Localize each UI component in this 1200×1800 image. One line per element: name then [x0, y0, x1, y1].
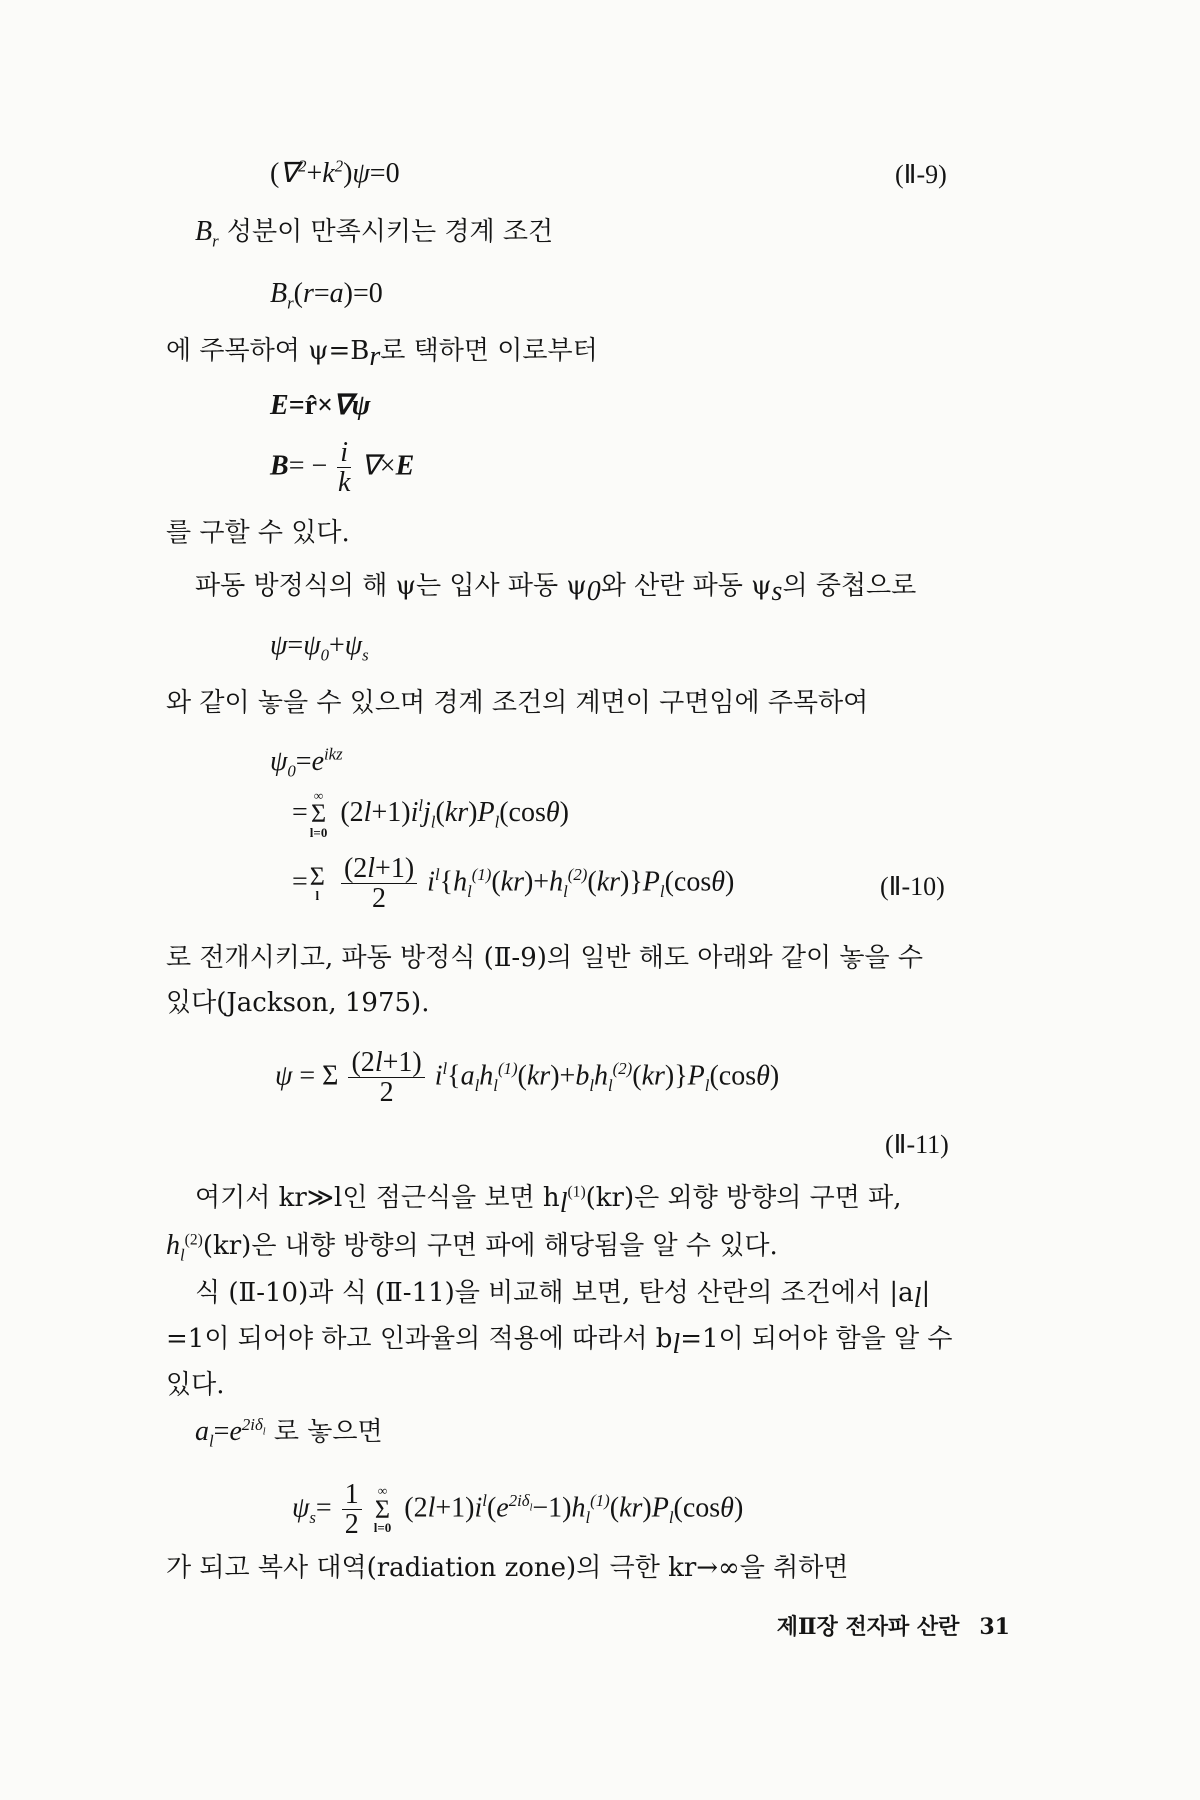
equation-number-9: (Ⅱ-9) [895, 160, 947, 189]
wave-sol-text-c: 의 중첩으로 [782, 571, 917, 601]
paragraph-asymptotic-2: $h_l^{(2)}(kr)$은 내향 방향의 구면 파에 해당됨을 알 수 있다. [166, 1230, 778, 1265]
wave-sol-text-b: 와 산란 파동 ψ [600, 571, 772, 601]
compare-text-1-end: | [921, 1278, 931, 1308]
compare-text-2-end: =1이 되어야 함을 알 수 [680, 1324, 953, 1354]
paragraph-compare-2: =1이 되어야 하고 인과율의 적용에 따라서 $b_l=1$이 되어야 함을 알 수 [166, 1324, 953, 1361]
equation-number-11: (Ⅱ-11) [885, 1130, 949, 1159]
br-condition-text: 성분이 만족시키는 경계 조건 [226, 217, 554, 247]
paragraph-choose-psi: 에 주목하여 $\psi=B_r$로 택하면 이로부터 [166, 336, 598, 373]
equation-partial-wave-sum: = ∞ Σ l=0 $(2l+1)i^lj_l(kr)P_l(\cos\theta)$ [292, 788, 569, 841]
paragraph-expand-line2: 있다(Jackson, 1975). [166, 988, 430, 1018]
paragraph-put-as: 와 같이 놓을 수 있으며 경계 조건의 계면이 구면임에 주목하여 [166, 688, 869, 718]
asym-text-c: (kr)은 내향 방향의 구면 파에 해당됨을 알 수 있다. [202, 1231, 778, 1261]
fraction-general-2l-plus-1-over-2: $\frac{(2l+1)}{2}$ [348, 1048, 424, 1108]
paragraph-compare-1: 식 (Ⅱ-10)과 식 (Ⅱ-11)을 비교해 보면, 탄성 산란의 조건에서 $|a_l|$ [195, 1278, 931, 1315]
paragraph-asymptotic-1: 여기서 kr≫l인 점근식을 보면 $h_l^{(1)}(kr)$은 외향 방향의 구면 파, [195, 1183, 902, 1220]
asym-text-b: (kr)은 외향 방향의 구면 파, [585, 1183, 902, 1213]
fraction-one-half: $\frac{1}{2}$ [342, 1480, 362, 1540]
equation-general-solution: ψ = Σ $\frac{(2l+1)}{2}$ $i^l\{a_lh_l^{(1)}(kr)+b_lh_l^{(2)}(kr)\}P_l(\cos\theta)$ [275, 1047, 780, 1109]
paragraph-wave-solution: 파동 방정식의 해 ψ는 입사 파동 $\psi_0$와 산란 파동 $\psi_s$의 중첩으로 [195, 571, 917, 608]
compare-text-1: 식 (Ⅱ-10)과 식 (Ⅱ-11)을 비교해 보면, 탄성 산란의 조건에서 |a [195, 1278, 914, 1308]
paragraph-set-al: $a_l=e^{2i\delta_l}$ 로 놓으면 [195, 1414, 383, 1451]
equation-helmholtz: $(\nabla^2+k^2)\psi=0$ [270, 156, 400, 189]
equation-scattered-wave: $\psi_s=$ $\frac{1}{2}$ ∞ Σ l=0 $(2l+1)i^l(e^{2i\delta_l}-1)h_l^{(1)}(kr)P_l(\cos\theta)$ [292, 1479, 744, 1541]
paragraph-compare-3: 있다. [166, 1370, 225, 1400]
equation-plane-wave: $\psi_0=e^{ikz}$ [270, 744, 343, 781]
paragraph-expand-line1: 로 전개시키고, 파동 방정식 (Ⅱ-9)의 일반 해도 아래와 같이 놓을 수 [166, 943, 923, 973]
equation-number-10: (Ⅱ-10) [880, 872, 945, 901]
compare-text-2: =1이 되어야 하고 인과율의 적용에 따라서 b [166, 1324, 673, 1354]
equation-hankel-expansion: = Σ l $\frac{(2l+1)}{2}$ $i^l\{h_l^{(1)}(kr)+h_l^{(2)}(kr)\}P_l(\cos\theta)$ [292, 853, 735, 915]
equation-boundary: $B_r(r=a)=0$ [270, 278, 383, 313]
equation-e-field: E=r̂×∇ψ [270, 390, 371, 421]
footer-chapter: 제Ⅱ장 전자파 산란 [776, 1614, 960, 1640]
fraction-i-over-k: $\frac{i}{k}$ [337, 437, 351, 499]
page-number: 31 [979, 1614, 1010, 1640]
choose-psi-tail: 로 택하면 이로부터 [380, 336, 598, 366]
equation-superposition: $\psi=\psi_0+\psi_s$ [270, 630, 369, 665]
fraction-2l-plus-1-over-2: $\frac{(2l+1)}{2}$ [341, 854, 417, 914]
asym-text-a: 여기서 kr≫l인 점근식을 보면 h [195, 1183, 560, 1213]
set-al-text: 로 놓으면 [273, 1417, 383, 1447]
page-footer [777, 1610, 1010, 1641]
paragraph-br-condition: $B_r$ 성분이 만족시키는 경계 조건 [195, 216, 554, 251]
wave-sol-text-a: 파동 방정식의 해 ψ는 입사 파동 ψ [195, 571, 587, 601]
paragraph-obtain: 를 구할 수 있다. [166, 518, 350, 548]
paragraph-radiation-zone: 가 되고 복사 대역(radiation zone)의 극한 kr→∞을 취하면 [166, 1553, 849, 1583]
choose-psi-text: 에 주목하여 ψ=B [166, 336, 370, 366]
equation-b-field: B= − $\frac{i}{k}$ ∇×E [270, 437, 415, 499]
